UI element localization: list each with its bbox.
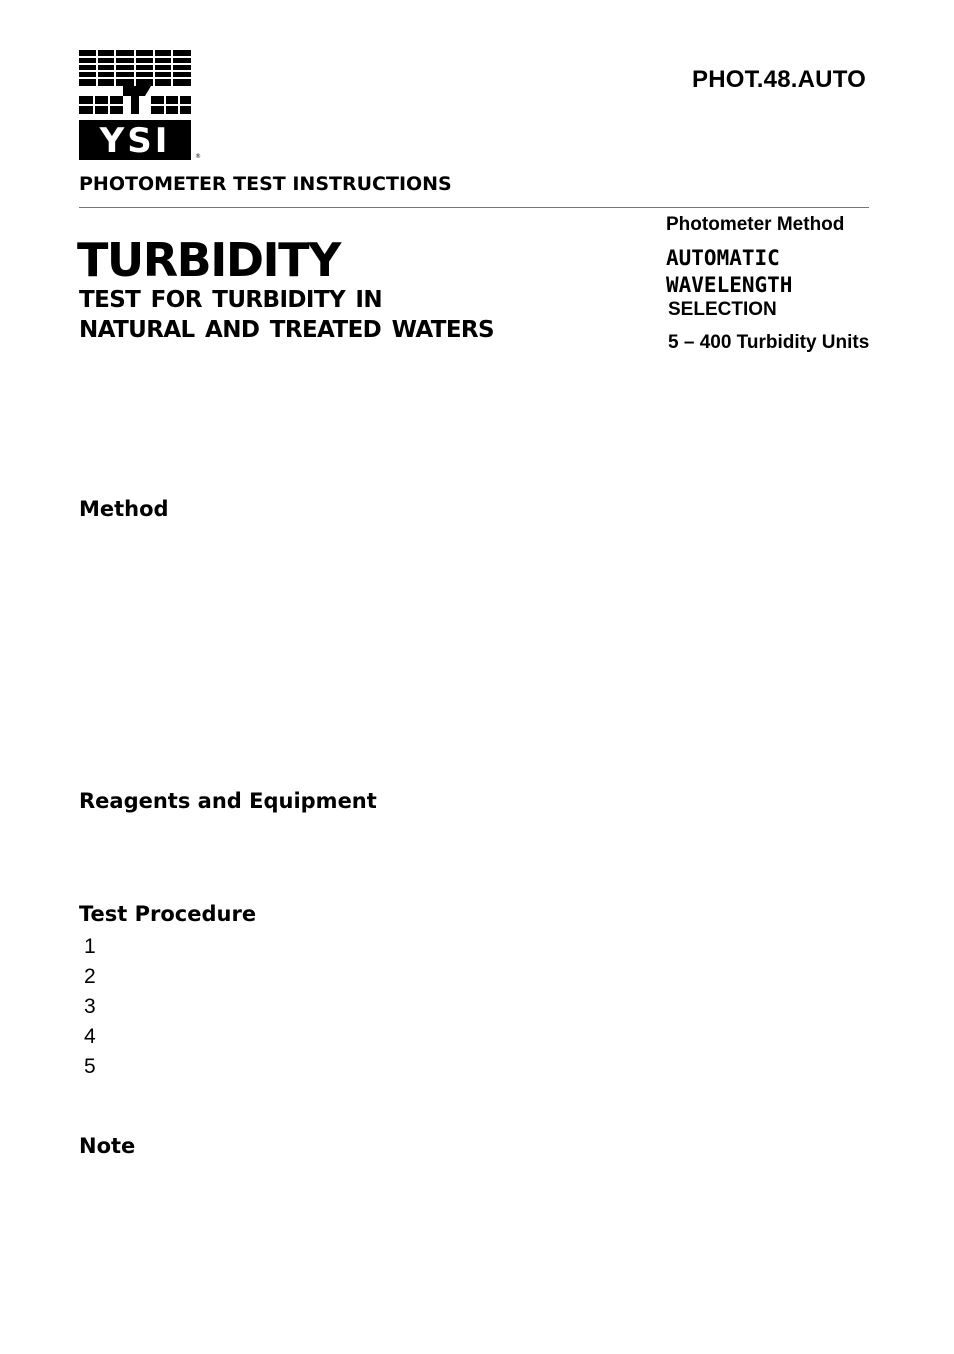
procedure-step-number: 5 — [84, 1055, 96, 1078]
wavelength-line-1: AUTOMATIC — [666, 246, 780, 270]
method-heading: Method — [79, 497, 169, 521]
test-procedure-heading: Test Procedure — [79, 902, 257, 926]
svg-text:®: ® — [195, 153, 201, 160]
wavelength-line-2: WAVELENGTH — [666, 273, 793, 297]
reagents-heading: Reagents and Equipment — [79, 789, 377, 813]
procedure-step-number: 4 — [84, 1025, 96, 1048]
measurement-range: 5 – 400 Turbidity Units — [668, 332, 870, 353]
ysi-logo-text: YSI — [99, 121, 171, 161]
document-code: PHOT.48.AUTO — [692, 66, 866, 93]
procedure-step-list — [84, 934, 96, 1084]
page-title: TURBIDITY — [77, 233, 340, 287]
wavelength-line-3: SELECTION — [668, 299, 777, 320]
procedure-step-number: 3 — [84, 995, 96, 1018]
procedure-step-number: 1 — [84, 935, 96, 958]
note-heading: Note — [79, 1134, 136, 1158]
header-divider — [79, 207, 869, 208]
header-title: PHOTOMETER TEST INSTRUCTIONS — [79, 173, 452, 195]
procedure-step-number: 2 — [84, 965, 96, 988]
subtitle-line-1: TEST FOR TURBIDITY IN — [79, 287, 383, 313]
method-type-label: Photometer Method — [666, 214, 845, 235]
subtitle-line-2: NATURAL AND TREATED WATERS — [79, 317, 495, 343]
ysi-logo — [79, 50, 203, 162]
